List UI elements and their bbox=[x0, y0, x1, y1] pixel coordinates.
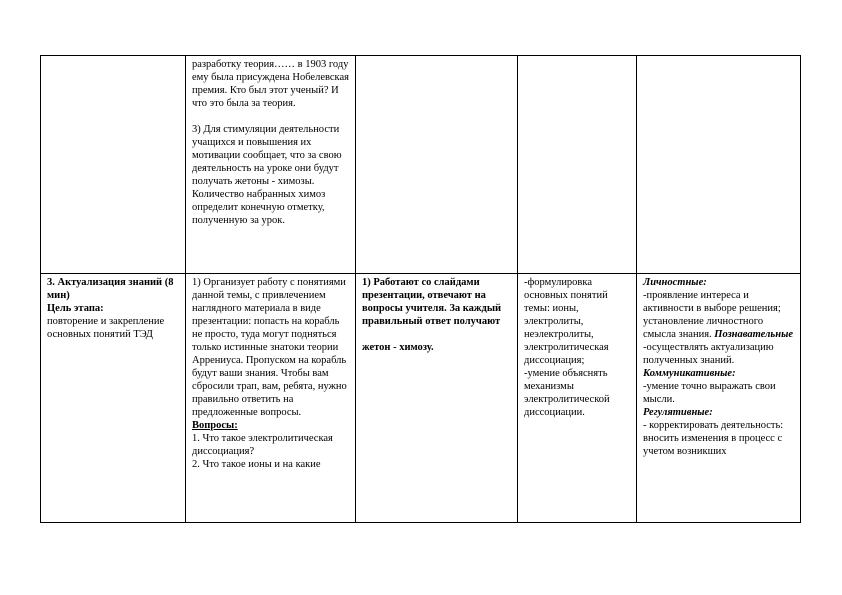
uud-cell-empty bbox=[637, 56, 801, 274]
teacher-text: разработку теория…… в 1903 году ему была присуждена Нобелевская премия. Кто был этот ученый? И что это была за теория. bbox=[192, 59, 349, 109]
uud-communicative-heading: Коммуникативные: bbox=[643, 368, 736, 379]
stage-goal-label: Цель этапа: bbox=[47, 303, 104, 314]
stage-goal-text: повторение и закрепление основных понятий ТЭД bbox=[47, 316, 165, 340]
subject-result-1: -формулировка основных понятий темы: ионы, электролиты, неэлектролиты, электролитическая диссоциация; bbox=[524, 277, 609, 366]
uud-cognitive-heading: Познавательные bbox=[714, 329, 794, 340]
students-text: 1) Работают со слайдами презентации, отвечают на вопросы учителя. За каждый правильный ответ получают bbox=[362, 277, 502, 327]
teacher-activity-cell bbox=[186, 56, 356, 274]
stage-cell-empty bbox=[41, 56, 186, 274]
uud-cognitive-text: -осуществлять актуализацию полученных знаний. bbox=[643, 342, 774, 366]
uud-regulative-text: - корректировать деятельность: вносить изменения в процесс с учетом возникших bbox=[643, 420, 784, 457]
question-2: 2. Что такое ионы и на какие bbox=[192, 459, 321, 470]
subject-result-2: -умение объяснять механизмы электролитической диссоциации. bbox=[524, 368, 610, 418]
uud-personal-text: -проявление интереса и активности в выборе решения; установление личностного смысла знания. Познавательные bbox=[643, 290, 794, 340]
subject-results-cell bbox=[518, 274, 637, 523]
uud-cell bbox=[637, 274, 801, 523]
lesson-plan-table bbox=[40, 55, 801, 523]
subject-results-cell-empty bbox=[518, 56, 637, 274]
teacher-text: 3) Для стимуляции деятельности учащихся и повышения их мотивации сообщает, что за свою деятельность на уроке они будут получать жетоны - химозы. Количество набранных химоз определит конечную отметку, полученную за урок. bbox=[192, 124, 342, 226]
teacher-text: 1) Организует работу с понятиями данной темы, с привлечением наглядного материала в виде презентации: попасть на корабль не просто, туда могут подняться только истинные знатоки теории Аррениуса. Пропуском на корабль будут ваши знания. Чтобы вам сбросили трап, вам, ребята, нужно правильно ответить на предложенные вопросы. bbox=[192, 277, 347, 418]
uud-regulative-heading: Регулятивные: bbox=[643, 407, 713, 418]
student-activity-cell bbox=[356, 274, 518, 523]
stage-title: 3. Актуализация знаний (8 мин) bbox=[47, 277, 174, 301]
stage-3-row bbox=[41, 274, 801, 523]
questions-heading: Вопросы: bbox=[192, 420, 238, 431]
student-activity-cell-empty bbox=[356, 56, 518, 274]
uud-communicative-text: -умение точно выражать свои мысли. bbox=[643, 381, 776, 405]
uud-personal-heading: Личностные: bbox=[643, 277, 707, 288]
question-1: 1. Что такое электролитическая диссоциация? bbox=[192, 433, 333, 457]
students-text: жетон - химозу. bbox=[362, 342, 434, 353]
continuation-row bbox=[41, 56, 801, 274]
teacher-activity-cell bbox=[186, 274, 356, 523]
stage-cell bbox=[41, 274, 186, 523]
